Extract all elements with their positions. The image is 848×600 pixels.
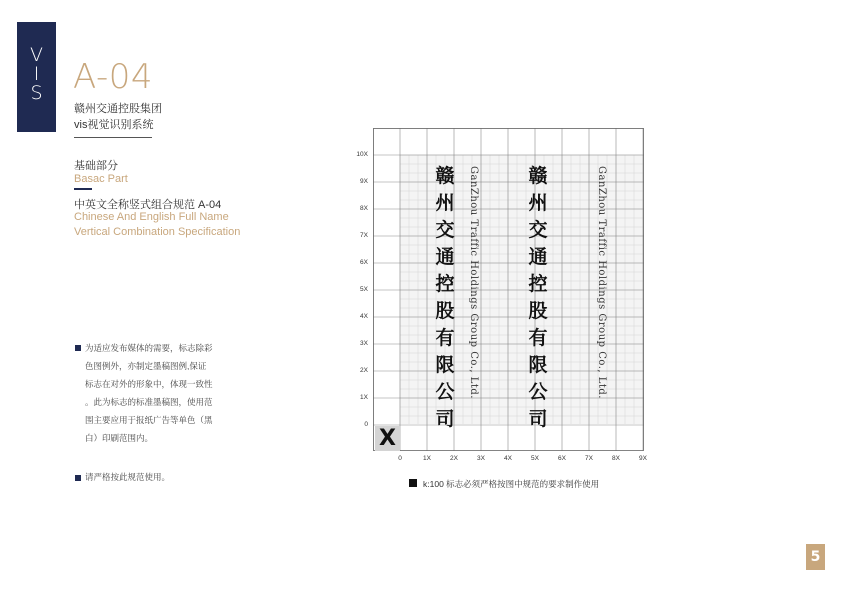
logo-en-vertical-1: GanZhou Traffic Holdings Group Co., Ltd. xyxy=(468,166,479,399)
logo-char: 州 xyxy=(435,192,455,214)
x-axis-label: 7X xyxy=(585,455,593,462)
y-axis-label: 6X xyxy=(360,259,368,266)
bullet-square xyxy=(75,475,81,481)
usage-note-line: 标志在对外的形象中，体现一致性 xyxy=(85,379,213,389)
spec-title-en-line1: Chinese And English Full Name xyxy=(74,211,229,223)
logo-en-vertical-2: GanZhou Traffic Holdings Group Co., Ltd. xyxy=(596,166,607,399)
usage-note-secondary: 请严格按此规范使用。 xyxy=(85,472,171,482)
x-axis-label: 8X xyxy=(612,455,620,462)
unit-x-box xyxy=(375,426,400,451)
usage-note-line: 色图例外，亦制定墨稿图例,保证 xyxy=(85,361,207,371)
logo-char: 控 xyxy=(528,273,548,295)
logo-char: 限 xyxy=(528,354,548,376)
logo-char: 州 xyxy=(528,192,548,214)
usage-note xyxy=(85,339,225,447)
logo-char: 司 xyxy=(435,408,455,430)
page-number: 5 xyxy=(806,544,825,570)
spec-title-cn: 中英文全称竖式组合规范 A-04 xyxy=(74,199,222,211)
system-name: vis视觉识别系统 xyxy=(74,119,154,131)
page-code: A-04 xyxy=(73,57,154,97)
logo-cn-vertical-1 xyxy=(433,163,457,433)
logo-char: 公 xyxy=(528,381,548,403)
y-axis-label: 9X xyxy=(360,178,368,185)
logo-char: 赣 xyxy=(528,165,548,187)
bullet-square xyxy=(75,345,81,351)
logo-char: 有 xyxy=(528,327,548,349)
x-axis-label: 0 xyxy=(398,455,402,462)
logo-char: 赣 xyxy=(435,165,455,187)
vis-tab xyxy=(17,22,56,132)
header-divider xyxy=(74,137,152,138)
logo-char: 股 xyxy=(435,300,455,322)
section-title-en: Basac Part xyxy=(74,173,128,185)
x-axis-label: 4X xyxy=(504,455,512,462)
logo-char: 股 xyxy=(528,300,548,322)
usage-note-line: 为适应发布媒体的需要，标志除彩 xyxy=(85,343,213,353)
vis-tab-letters xyxy=(17,46,56,103)
x-axis-label: 5X xyxy=(531,455,539,462)
vis-letter: V xyxy=(30,44,43,66)
y-axis-label: 3X xyxy=(360,340,368,347)
usage-note-line: 。此为标志的标准墨稿图，使用范 xyxy=(85,397,213,407)
y-axis-label: 7X xyxy=(360,232,368,239)
logo-char: 公 xyxy=(435,381,455,403)
x-axis-label: 3X xyxy=(477,455,485,462)
unit-x-mark: X xyxy=(379,426,396,451)
logo-char: 有 xyxy=(435,327,455,349)
company-name: 赣州交通控股集团 xyxy=(74,103,162,115)
logo-char: 交 xyxy=(435,219,455,241)
x-axis-label: 9X xyxy=(639,455,647,462)
logo-char: 司 xyxy=(528,408,548,430)
vis-letter: S xyxy=(30,82,43,104)
legend-black-swatch xyxy=(409,479,417,487)
logo-char: 限 xyxy=(435,354,455,376)
y-axis-label: 5X xyxy=(360,286,368,293)
x-axis-label: 6X xyxy=(558,455,566,462)
section-title-cn: 基础部分 xyxy=(74,160,118,172)
logo-char: 交 xyxy=(528,219,548,241)
usage-note-line: 白）印刷范围内。 xyxy=(85,433,154,443)
y-axis-label: 0 xyxy=(364,421,368,428)
spec-title-en-line2: Vertical Combination Specification xyxy=(74,226,241,238)
y-axis-label: 8X xyxy=(360,205,368,212)
legend-text: k:100 标志必须严格按图中规范的要求制作使用 xyxy=(423,479,600,489)
usage-note-line: 围主要应用于报纸广告等单色（黑 xyxy=(85,415,213,425)
vis-letter: I xyxy=(33,63,40,85)
y-axis-label: 10X xyxy=(356,151,368,158)
x-axis-label: 2X xyxy=(450,455,458,462)
y-axis-label: 2X xyxy=(360,367,368,374)
y-axis-label: 4X xyxy=(360,313,368,320)
section-divider xyxy=(74,188,92,190)
logo-char: 控 xyxy=(435,273,455,295)
x-axis-label: 1X xyxy=(423,455,431,462)
logo-char: 通 xyxy=(528,246,548,268)
y-axis-label: 1X xyxy=(360,394,368,401)
logo-cn-vertical-2 xyxy=(526,163,550,433)
logo-char: 通 xyxy=(435,246,455,268)
